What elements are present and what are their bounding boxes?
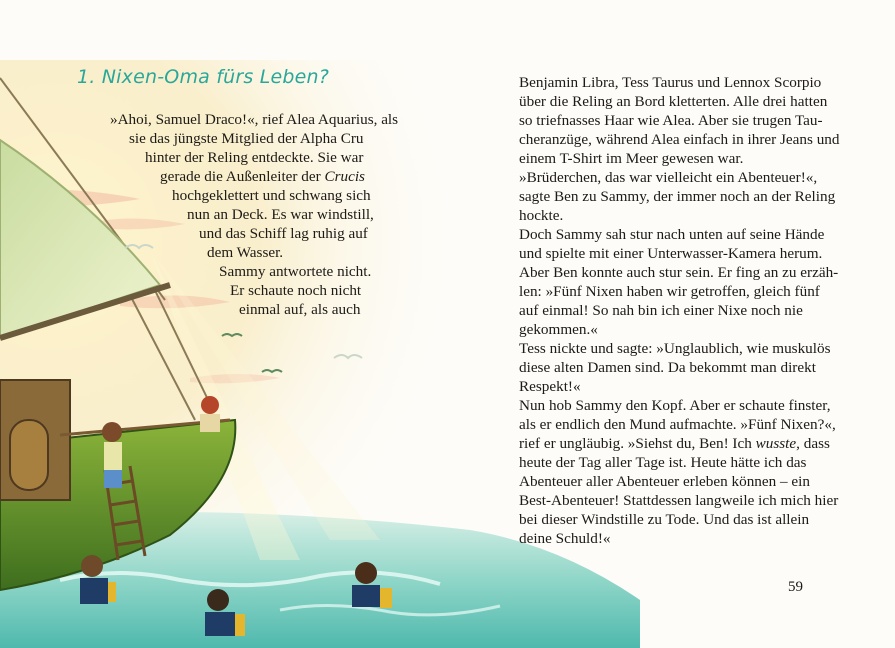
text-line: Abenteuer aller Abenteuer erleben können – ein — [519, 473, 810, 490]
text-line: und das Schiff lag ruhig auf — [199, 225, 368, 242]
text-line: »Brüderchen, das war vielleicht ein Abenteuer!«, — [519, 169, 818, 186]
text-line: cheranzüge, während Alea einfach in ihrer Jeans und — [519, 131, 840, 148]
cabin-door — [10, 420, 48, 490]
text-line: Benjamin Libra, Tess Taurus und Lennox Scorpio — [519, 74, 822, 91]
text-line: Doch Sammy sah stur nach unten auf seine Hände — [519, 226, 825, 243]
text-line: rief er ungläubig. »Siehst du, Ben! Ich wusste, dass — [519, 435, 830, 452]
text-line: Er schaute noch nicht — [230, 282, 362, 299]
boy-on-deck — [200, 396, 220, 432]
girl-on-ladder — [102, 422, 122, 488]
text-line: hockte. — [519, 207, 564, 224]
text-line: nun an Deck. Es war windstill, — [187, 206, 374, 223]
text-line: einem T-Shirt im Meer gewesen war. — [519, 150, 744, 167]
text-line: sagte Ben zu Sammy, der immer noch an der Reling — [519, 188, 836, 205]
text-line: deine Schuld!« — [519, 530, 611, 547]
text-line: Best-Abenteuer! Stattdessen langweile ich mich hier — [519, 492, 839, 509]
text-line: Sammy antwortete nicht. — [219, 263, 372, 280]
text-line: Aber Ben konnte auch stur sein. Er fing an zu erzäh- — [519, 264, 839, 281]
text-line: gekommen.« — [519, 321, 598, 338]
text-line: als er endlich den Mund aufmachte. »Fünf Nixen?«, — [519, 416, 836, 433]
text-line: so triefnasses Haar wie Alea. Aber sie trugen Tau- — [519, 112, 823, 129]
text-line: dem Wasser. — [207, 244, 284, 261]
text-line: heute der Tag aller Tage ist. Heute hätte ich das — [519, 454, 807, 471]
text-line: über die Reling an Bord kletterten. Alle drei hatten — [519, 93, 828, 110]
text-line: hochgeklettert und schwang sich — [172, 187, 371, 204]
text-line: »Ahoi, Samuel Draco!«, rief Alea Aquarius, als — [110, 111, 399, 128]
text-line: auf einmal! So nah bin ich einer Nixe noch nie — [519, 302, 803, 319]
text-line: einmal auf, als auch — [239, 301, 361, 318]
text-line: len: »Fünf Nixen haben wir getroffen, gleich fünf — [519, 283, 820, 300]
text-line: sie das jüngste Mitglied der Alpha Cru — [129, 130, 364, 147]
page-number: 59 — [788, 579, 803, 595]
chapter-title: 1. Nixen-Oma fürs Leben? — [77, 66, 330, 88]
text-line: Respekt!« — [519, 378, 581, 395]
text-line: Tess nickte und sagte: »Unglaublich, wie muskulös — [519, 340, 831, 357]
text-line: hinter der Reling entdeckte. Sie war — [145, 149, 364, 166]
text-line: und spielte mit einer Unterwasser-Kamera herum. — [519, 245, 823, 262]
text-line: gerade die Außenleiter der Crucis — [160, 168, 365, 185]
text-line: diese alten Damen sind. Da bekommt man direkt — [519, 359, 816, 376]
text-line: Nun hob Sammy den Kopf. Aber er schaute finster, — [519, 397, 831, 414]
text-line: bei dieser Windstille zu Tode. Und das ist allein — [519, 511, 810, 528]
